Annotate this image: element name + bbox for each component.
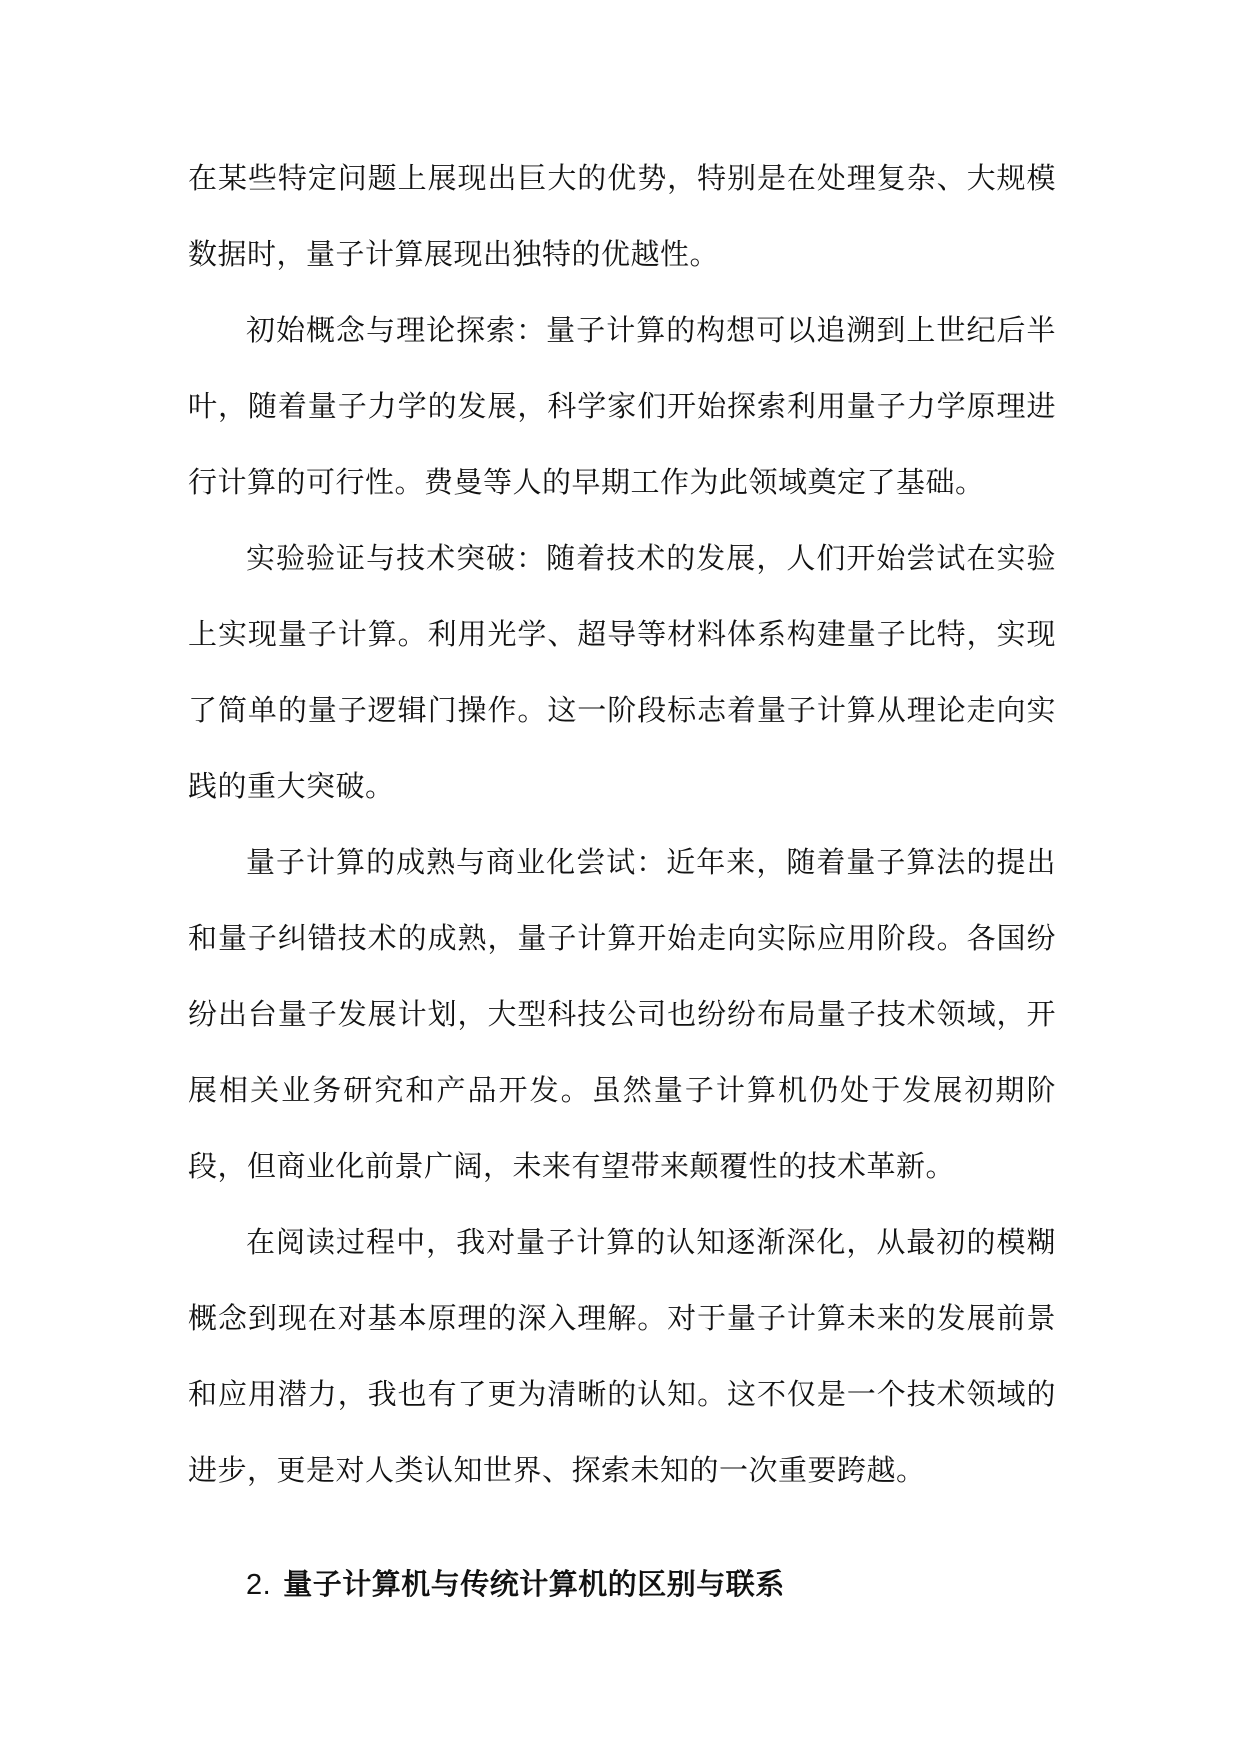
section-heading: [188, 1546, 1056, 1623]
paragraph: 初始概念与理论探索：量子计算的构想可以追溯到上世纪后半叶，随着量子力学的发展，科学家们开始探索利用量子力学原理进行计算的可行性。费曼等人的早期工作为此领域奠定了基础。: [188, 313, 1056, 499]
section-title: 量子计算机与传统计算机的区别与联系: [283, 1567, 785, 1601]
paragraph: 实验验证与技术突破：随着技术的发展，人们开始尝试在实验上实现量子计算。利用光学、超导等材料体系构建量子比特，实现了简单的量子逻辑门操作。这一阶段标志着量子计算从理论走向实践的重大突破。: [188, 541, 1056, 803]
paragraph: 在阅读过程中，我对量子计算的认知逐渐深化，从最初的模糊概念到现在对基本原理的深入理解。对于量子计算未来的发展前景和应用潜力，我也有了更为清晰的认知。这不仅是一个技术领域的进步，更是对人类认知世界、探索未知的一次重要跨越。: [188, 1225, 1056, 1487]
paragraph: 量子计算的成熟与商业化尝试：近年来，随着量子算法的提出和量子纠错技术的成熟，量子计算开始走向实际应用阶段。各国纷纷出台量子发展计划，大型科技公司也纷纷布局量子技术领域，开展相关业务研究和产品开发。虽然量子计算机仍处于发展初期阶段，但商业化前景广阔，未来有望带来颠覆性的技术革新。: [188, 845, 1056, 1183]
document-body: [188, 140, 1056, 1623]
section-number: 2.: [246, 1569, 272, 1601]
paragraph: 在某些特定问题上展现出巨大的优势，特别是在处理复杂、大规模数据时，量子计算展现出独特的优越性。: [188, 161, 1056, 271]
